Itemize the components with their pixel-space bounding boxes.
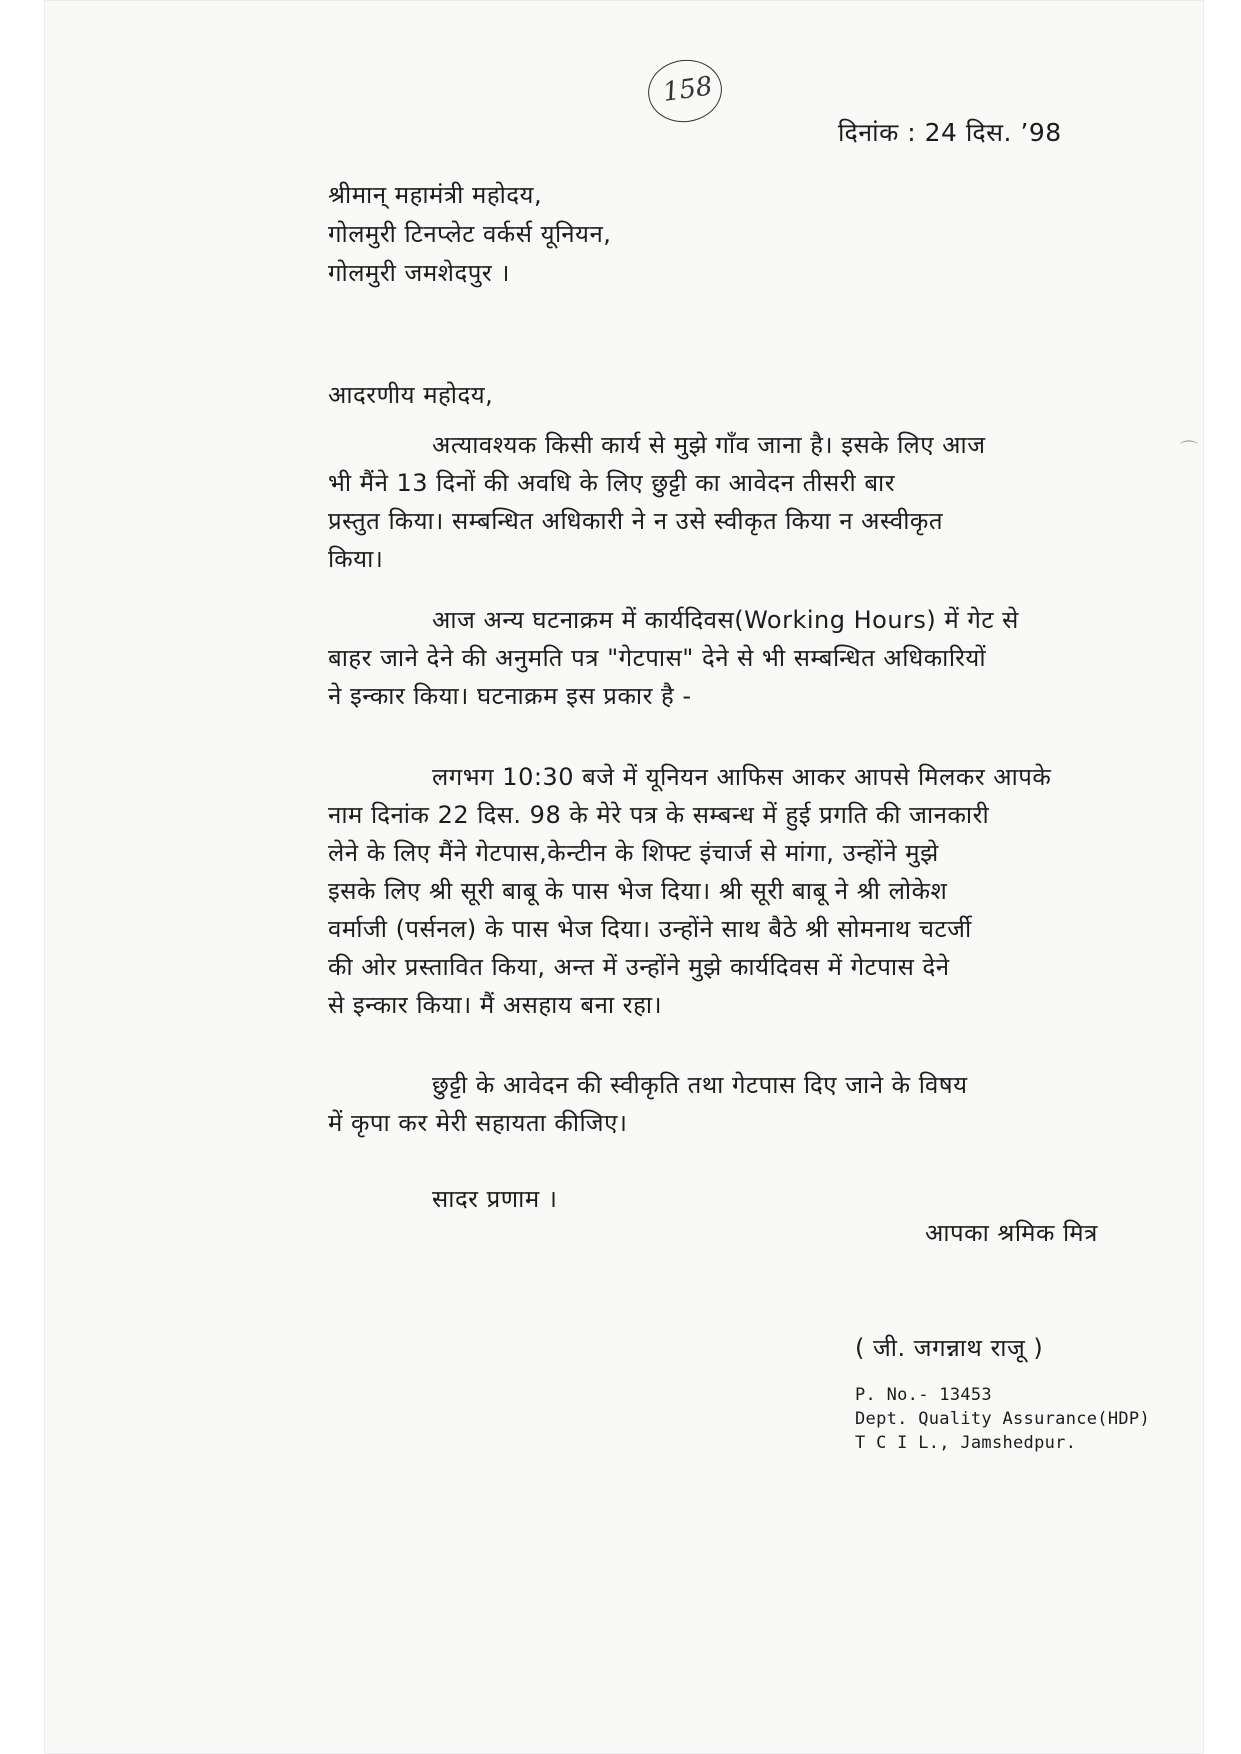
closing: सादर प्रणाम । <box>432 1185 558 1213</box>
paragraph-2-line: आज अन्य घटनाक्रम में कार्यदिवस(Working Hours) में गेट से <box>432 606 1019 634</box>
paragraph-1-line: भी मैंने 13 दिनों की अवधि के लिए छुट्टी का आवेदन तीसरी बार <box>328 469 896 497</box>
recipient-line-3: गोलमुरी जमशेदपुर । <box>328 259 510 287</box>
paragraph-4-line: छुट्टी के आवेदन की स्वीकृति तथा गेटपास दिए जाने के विषय <box>432 1071 968 1099</box>
salutation: आदरणीय महोदय, <box>328 381 494 409</box>
paragraph-4-line: में कृपा कर मेरी सहायता कीजिए। <box>328 1109 628 1137</box>
paragraph-1-line: किया। <box>328 545 384 573</box>
paragraph-3-line: से इन्कार किया। मैं असहाय बना रहा। <box>328 991 663 1019</box>
paragraph-2-line: ने इन्कार किया। घटनाक्रम इस प्रकार है - <box>328 682 692 710</box>
paragraph-1-line: अत्यावश्यक किसी कार्य से मुझे गाँव जाना है। इसके लिए आज <box>432 431 986 459</box>
department: Dept. Quality Assurance(HDP) <box>855 1409 1150 1429</box>
paragraph-3-line: की ओर प्रस्तावित किया, अन्त में उन्होंने मुझे कार्यदिवस में गेटपास देने <box>328 953 950 981</box>
margin-mark: ⌒ <box>1180 440 1198 461</box>
paragraph-3-line: लगभग 10:30 बजे में यूनियन आफिस आकर आपसे मिलकर आपके <box>432 763 1052 791</box>
recipient-line-1: श्रीमान् महामंत्री महोदय, <box>328 181 543 209</box>
company: T C I L., Jamshedpur. <box>855 1433 1077 1453</box>
personnel-number: P. No.- 13453 <box>855 1385 992 1405</box>
signoff: आपका श्रमिक मित्र <box>925 1219 1098 1247</box>
paragraph-2-line: बाहर जाने देने की अनुमति पत्र "गेटपास" देने से भी सम्बन्धित अधिकारियों <box>328 644 987 672</box>
paragraph-3-line: इसके लिए श्री सूरी बाबू के पास भेज दिया। श्री सूरी बाबू ने श्री लोकेश <box>328 877 948 905</box>
paragraph-3-line: नाम दिनांक 22 दिस. 98 के मेरे पत्र के सम्बन्ध में हुई प्रगति की जानकारी <box>328 801 990 829</box>
paragraph-3-line: वर्माजी (पर्सनल) के पास भेज दिया। उन्होंने साथ बैठे श्री सोमनाथ चटर्जी <box>328 915 972 943</box>
signature-name: ( जी. जगन्नाथ राजू ) <box>855 1334 1044 1362</box>
date-line: दिनांक : 24 दिस. ’98 <box>838 118 1062 147</box>
paragraph-1-line: प्रस्तुत किया। सम्बन्धित अधिकारी ने न उसे स्वीकृत किया न अस्वीकृत <box>328 507 944 535</box>
paragraph-3-line: लेने के लिए मैंने गेटपास,केन्टीन के शिफ्ट इंचार्ज से मांगा, उन्होंने मुझे <box>328 839 939 867</box>
recipient-line-2: गोलमुरी टिनप्लेट वर्कर्स यूनियन, <box>328 220 612 248</box>
page-number-text: 158 <box>660 71 715 108</box>
